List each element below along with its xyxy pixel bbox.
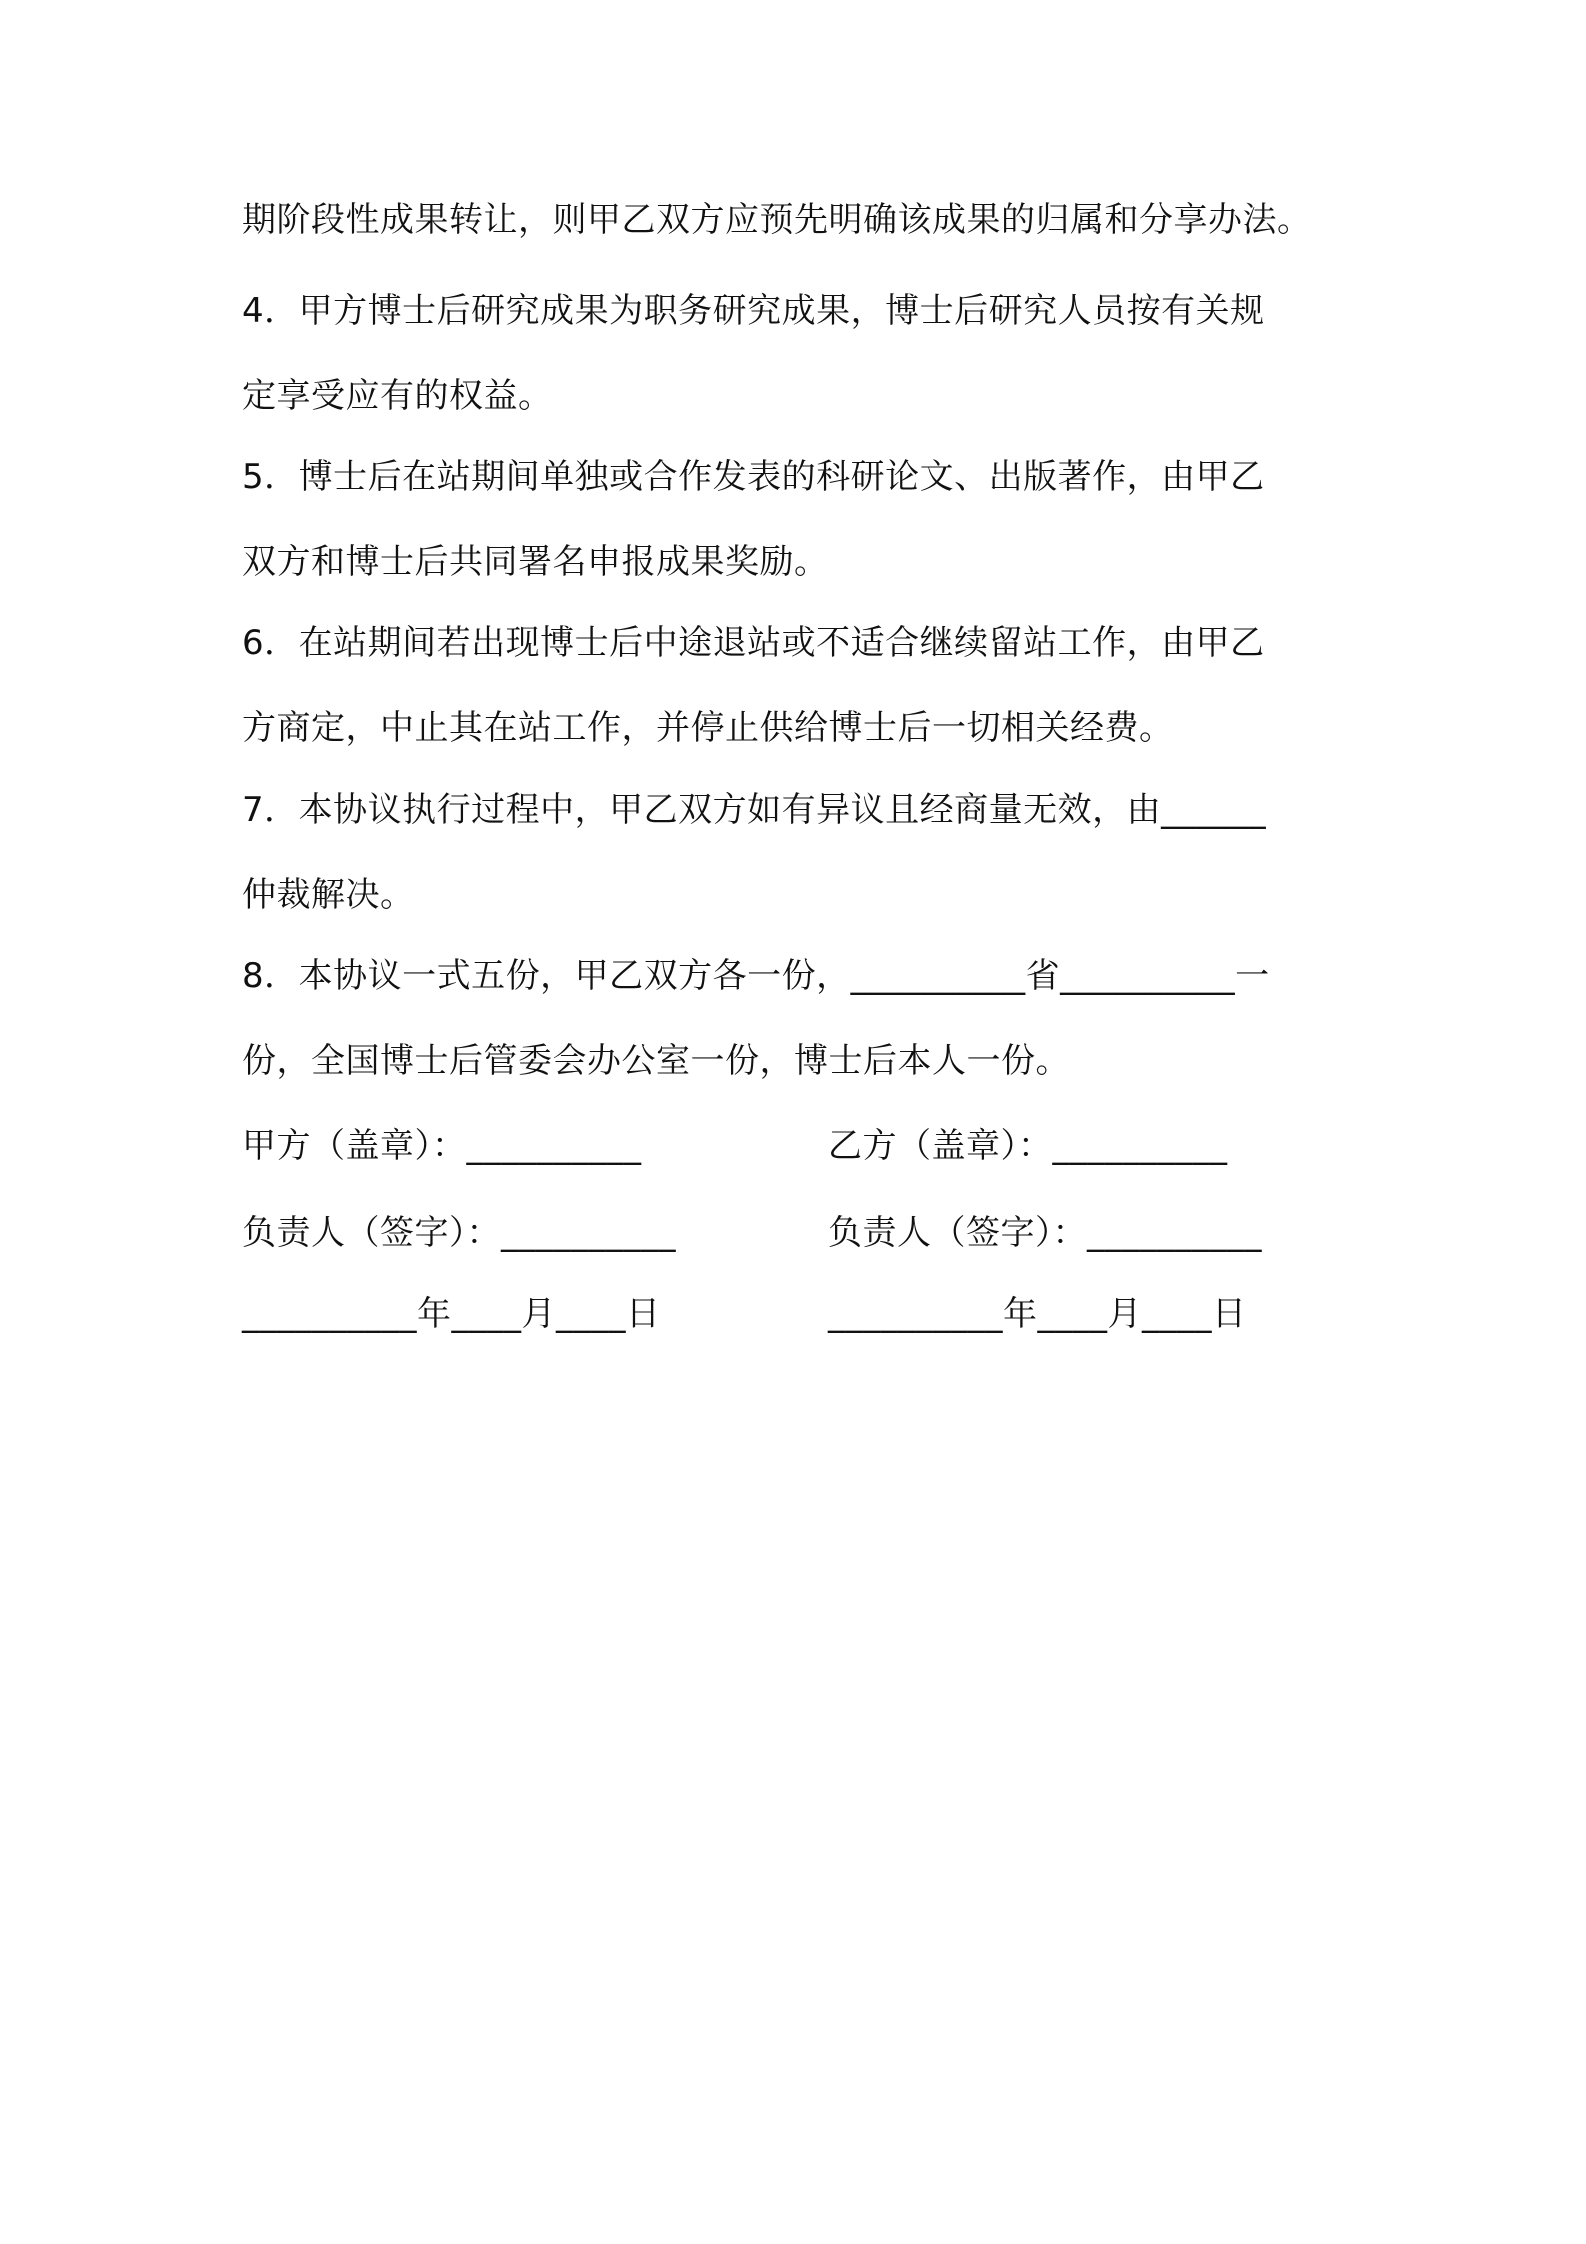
party-b-date: __________年____月____日 [828, 1294, 1247, 1334]
paragraph-5-line-1: 5．博士后在站期间单独或合作发表的科研论文、出版著作，由甲乙 [242, 457, 1265, 497]
party-b-signer: 负责人（签字）：__________ [828, 1213, 1262, 1253]
paragraph-8-line-1: 8．本协议一式五份，甲乙双方各一份，__________省__________一 [242, 956, 1270, 996]
party-b-seal: 乙方（盖章）：__________ [828, 1126, 1228, 1166]
party-a-seal: 甲方（盖章）：__________ [242, 1126, 642, 1166]
party-a-signer: 负责人（签字）：__________ [242, 1213, 676, 1253]
party-a-date: __________年____月____日 [242, 1294, 661, 1334]
paragraph-6-line-1: 6．在站期间若出现博士后中途退站或不适合继续留站工作，由甲乙 [242, 623, 1265, 663]
paragraph-4-line-1: 4．甲方博士后研究成果为职务研究成果，博士后研究人员按有关规 [242, 291, 1265, 331]
paragraph-7-line-1: 7．本协议执行过程中，甲乙双方如有异议且经商量无效，由______ [242, 790, 1267, 830]
paragraph-3-tail-line-1: 期阶段性成果转让，则甲乙双方应预先明确该成果的归属和分享办法。 [242, 200, 1312, 240]
paragraph-5-line-2: 双方和博士后共同署名申报成果奖励。 [242, 542, 829, 582]
paragraph-6-line-2: 方商定，中止其在站工作，并停止供给博士后一切相关经费。 [242, 708, 1174, 748]
paragraph-8-line-2: 份，全国博士后管委会办公室一份，博士后本人一份。 [242, 1041, 1070, 1081]
paragraph-7-line-2: 仲裁解决。 [242, 875, 415, 915]
paragraph-4-line-2: 定享受应有的权益。 [242, 376, 553, 416]
